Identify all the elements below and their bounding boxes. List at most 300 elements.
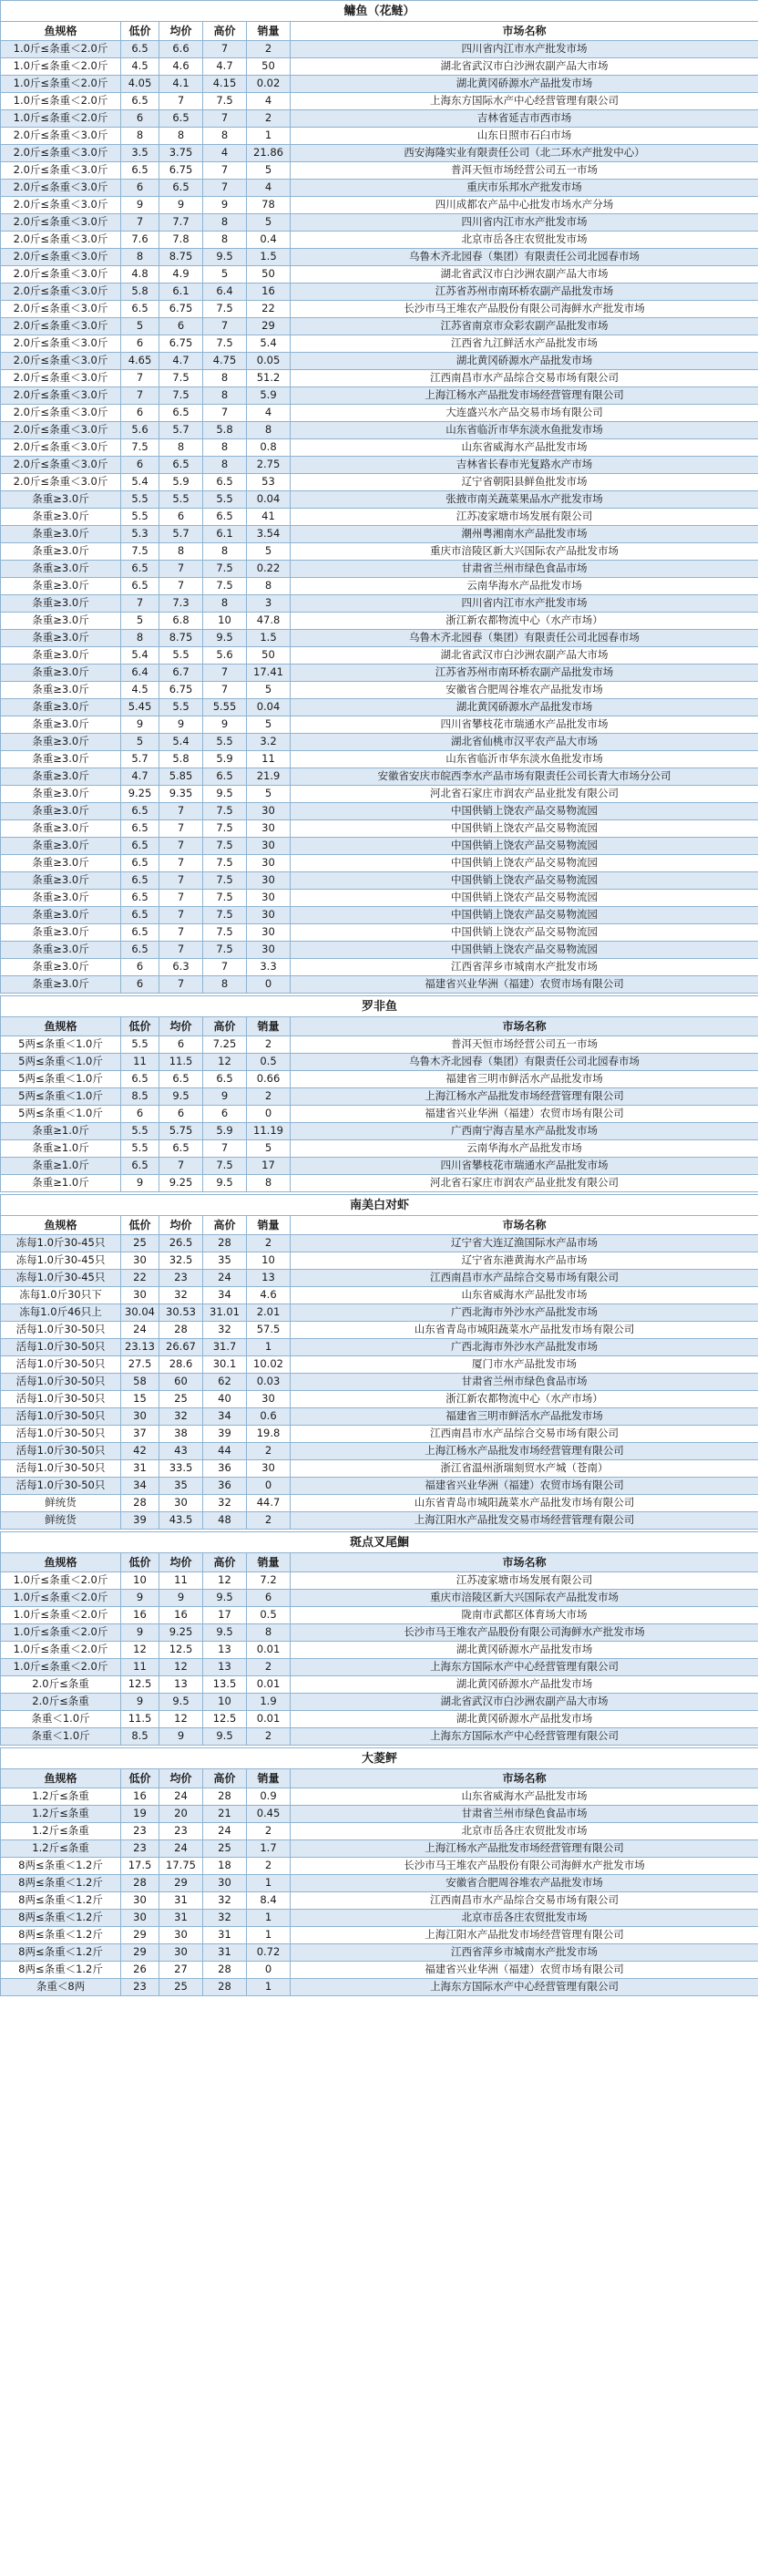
- table-cell: 28: [121, 1495, 159, 1512]
- table-cell: 7.5: [203, 890, 247, 907]
- table-cell: 0: [247, 1106, 291, 1123]
- table-cell: 河北省石家庄市润农产品业批发有限公司: [291, 1175, 758, 1192]
- table-cell: 6.5: [121, 872, 159, 890]
- table-cell: 活每1.0斤30-50只: [1, 1460, 121, 1478]
- table-row: [1, 716, 758, 734]
- table-cell: 41: [247, 509, 291, 526]
- table-row: [1, 1892, 758, 1910]
- table-cell: 25: [203, 1840, 247, 1858]
- table-cell: 条重≥3.0斤: [1, 578, 121, 595]
- table-cell: 32: [159, 1287, 203, 1304]
- table-cell: 20: [159, 1806, 203, 1823]
- table-cell: 6.5: [121, 924, 159, 942]
- table-cell: 5.4: [121, 474, 159, 491]
- table-cell: 9: [159, 716, 203, 734]
- table-cell: 5: [247, 162, 291, 180]
- table-row: [1, 1788, 758, 1806]
- table-cell: 江西南昌市水产品综合交易市场有限公司: [291, 370, 758, 387]
- table-cell: 4.8: [121, 266, 159, 283]
- table-cell: 5.4: [121, 647, 159, 665]
- column-header: 鱼规格: [1, 1017, 121, 1036]
- table-cell: 13: [247, 1270, 291, 1287]
- table-cell: 条重≥3.0斤: [1, 890, 121, 907]
- table-cell: 5: [247, 543, 291, 561]
- table-cell: 四川成都农产品中心批发市场水产分场: [291, 197, 758, 214]
- table-cell: 0.04: [247, 491, 291, 509]
- table-cell: 17.5: [121, 1858, 159, 1875]
- table-cell: 中国供销上饶农产品交易物流园: [291, 890, 758, 907]
- table-cell: 5: [121, 734, 159, 751]
- table-cell: 2.0斤≤条重＜3.0斤: [1, 439, 121, 457]
- table-cell: 1.5: [247, 630, 291, 647]
- table-cell: 16: [121, 1788, 159, 1806]
- table-cell: 中国供销上饶农产品交易物流园: [291, 838, 758, 855]
- table-cell: 7: [159, 93, 203, 110]
- table-cell: 浙江新农都物流中心（水产市场）: [291, 613, 758, 630]
- table-cell: 28: [121, 1875, 159, 1892]
- table-cell: 0.8: [247, 439, 291, 457]
- table-cell: 44: [203, 1443, 247, 1460]
- table-cell: 5.6: [121, 422, 159, 439]
- table-cell: 2.0斤≤条重＜3.0斤: [1, 162, 121, 180]
- table-cell: 湖北省武汉市白沙洲农副产品大市场: [291, 266, 758, 283]
- table-cell: 32: [203, 1495, 247, 1512]
- table-cell: 2.0斤≤条重＜3.0斤: [1, 370, 121, 387]
- table-cell: 2: [247, 1088, 291, 1106]
- table-cell: 1: [247, 128, 291, 145]
- table-cell: 29: [121, 1944, 159, 1962]
- table-cell: 11: [159, 1572, 203, 1590]
- table-row: [1, 1659, 758, 1676]
- table-cell: 44.7: [247, 1495, 291, 1512]
- table-cell: 厦门市水产品批发市场: [291, 1356, 758, 1374]
- table-cell: 7.5: [121, 439, 159, 457]
- table-cell: 7.5: [203, 820, 247, 838]
- table-cell: 广西南宁海吉星水产品批发市场: [291, 1123, 758, 1140]
- table-cell: 4.7: [159, 353, 203, 370]
- table-row: [1, 232, 758, 249]
- table-cell: 23: [159, 1823, 203, 1840]
- table-row: [1, 110, 758, 128]
- table-cell: 11.5: [159, 1054, 203, 1071]
- table-cell: 乌鲁木齐北园春（集团）有限责任公司北园春市场: [291, 1054, 758, 1071]
- table-row: [1, 301, 758, 318]
- table-cell: 5: [203, 266, 247, 283]
- table-cell: 冻每1.0斤46只上: [1, 1304, 121, 1322]
- table-cell: 9.5: [203, 630, 247, 647]
- table-row: [1, 1252, 758, 1270]
- table-cell: 大连盛兴水产品交易市场有限公司: [291, 405, 758, 422]
- table-cell: 鲜统货: [1, 1512, 121, 1530]
- table-cell: 湖北省武汉市白沙洲农副产品大市场: [291, 647, 758, 665]
- table-cell: 78: [247, 197, 291, 214]
- table-row: [1, 786, 758, 803]
- table-cell: 10: [203, 1694, 247, 1711]
- table-cell: 2: [247, 41, 291, 58]
- table-cell: 条重≥3.0斤: [1, 682, 121, 699]
- table-cell: 30: [247, 855, 291, 872]
- table-cell: 5: [247, 1140, 291, 1158]
- table-cell: 0.72: [247, 1944, 291, 1962]
- table-row: [1, 1374, 758, 1391]
- table-cell: 3.2: [247, 734, 291, 751]
- table-cell: 0.5: [247, 1054, 291, 1071]
- table-cell: 7: [159, 838, 203, 855]
- header-row: [1, 1216, 758, 1235]
- table-cell: 8两≤条重＜1.2斤: [1, 1875, 121, 1892]
- table-cell: 0.01: [247, 1642, 291, 1659]
- table-cell: 8: [203, 976, 247, 994]
- table-cell: 8: [121, 249, 159, 266]
- table-cell: 5: [247, 682, 291, 699]
- table-cell: 34: [203, 1408, 247, 1426]
- table-row: [1, 1322, 758, 1339]
- table-cell: 2.0斤≤条重＜3.0斤: [1, 405, 121, 422]
- table-cell: 4: [247, 405, 291, 422]
- table-cell: 6.5: [121, 41, 159, 58]
- table-cell: 6.75: [159, 682, 203, 699]
- table-row: [1, 1391, 758, 1408]
- table-cell: 12: [121, 1642, 159, 1659]
- table-cell: 23: [121, 1840, 159, 1858]
- table-cell: 26: [121, 1962, 159, 1979]
- table-cell: 吉林省长春市光复路水产市场: [291, 457, 758, 474]
- table-cell: 43.5: [159, 1512, 203, 1530]
- table-cell: 6: [159, 318, 203, 335]
- table-cell: 6: [159, 1036, 203, 1054]
- table-cell: 冻每1.0斤30-45只: [1, 1235, 121, 1252]
- table-cell: 5.5: [203, 734, 247, 751]
- table-cell: 条重≥3.0斤: [1, 543, 121, 561]
- table-cell: 1.2斤≤条重: [1, 1840, 121, 1858]
- table-cell: 10: [121, 1572, 159, 1590]
- table-cell: 8: [203, 457, 247, 474]
- table-cell: 8两≤条重＜1.2斤: [1, 1910, 121, 1927]
- table-cell: 30: [247, 1391, 291, 1408]
- table-cell: 16: [247, 283, 291, 301]
- table-cell: 9: [159, 197, 203, 214]
- table-cell: 5.5: [121, 1123, 159, 1140]
- table-cell: 7.5: [203, 335, 247, 353]
- table-cell: 四川省内江市水产批发市场: [291, 595, 758, 613]
- table-cell: 7.5: [203, 872, 247, 890]
- table-cell: 4.5: [121, 58, 159, 76]
- table-cell: 2: [247, 1858, 291, 1875]
- section-title: 南美白对虾: [1, 1195, 758, 1216]
- table-row: [1, 266, 758, 283]
- column-header: 均价: [159, 1769, 203, 1788]
- table-cell: 60: [159, 1374, 203, 1391]
- table-row: [1, 41, 758, 58]
- table-cell: 50: [247, 266, 291, 283]
- table-cell: 条重≥3.0斤: [1, 942, 121, 959]
- table-cell: 重庆市涪陵区新大兴国际农产品批发市场: [291, 1590, 758, 1607]
- table-cell: 1.0斤≤条重＜2.0斤: [1, 1572, 121, 1590]
- table-cell: 2.0斤≤条重＜3.0斤: [1, 145, 121, 162]
- table-row: [1, 180, 758, 197]
- table-cell: 9.5: [203, 249, 247, 266]
- table-cell: 5.5: [159, 491, 203, 509]
- table-cell: 北京市岳各庄农贸批发市场: [291, 1910, 758, 1927]
- section-title: 斑点叉尾鮰: [1, 1532, 758, 1553]
- table-cell: 6.5: [121, 890, 159, 907]
- table-cell: 38: [159, 1426, 203, 1443]
- table-cell: 34: [121, 1478, 159, 1495]
- table-cell: 条重≥3.0斤: [1, 803, 121, 820]
- table-cell: 4.6: [247, 1287, 291, 1304]
- table-row: [1, 890, 758, 907]
- table-row: [1, 1642, 758, 1659]
- table-cell: 条重＜1.0斤: [1, 1711, 121, 1728]
- table-cell: 6.5: [121, 942, 159, 959]
- table-row: [1, 405, 758, 422]
- table-cell: 13: [159, 1676, 203, 1694]
- table-cell: 3.5: [121, 145, 159, 162]
- table-cell: 16: [121, 1607, 159, 1624]
- table-cell: 7.5: [203, 907, 247, 924]
- table-cell: 30: [121, 1287, 159, 1304]
- table-cell: 1: [247, 1927, 291, 1944]
- table-cell: 6: [121, 959, 159, 976]
- table-cell: 长沙市马王堆农产品股份有限公司海鲜水产批发市场: [291, 1858, 758, 1875]
- table-row: [1, 145, 758, 162]
- table-row: [1, 1088, 758, 1106]
- table-cell: 6: [121, 976, 159, 994]
- table-cell: 长沙市马王堆农产品股份有限公司海鲜水产批发市场: [291, 301, 758, 318]
- table-cell: 条重≥1.0斤: [1, 1123, 121, 1140]
- table-cell: 9.5: [203, 786, 247, 803]
- table-cell: 山东日照市石臼市场: [291, 128, 758, 145]
- table-cell: 6.5: [203, 1071, 247, 1088]
- table-cell: 条重≥3.0斤: [1, 751, 121, 768]
- table-cell: 57.5: [247, 1322, 291, 1339]
- table-cell: 条重≥3.0斤: [1, 665, 121, 682]
- table-cell: 50: [247, 58, 291, 76]
- table-cell: 6.5: [121, 162, 159, 180]
- table-cell: 8: [247, 422, 291, 439]
- table-cell: 湖北黄冈硚源水产品批发市场: [291, 1711, 758, 1728]
- table-cell: 3.3: [247, 959, 291, 976]
- table-cell: 12.5: [159, 1642, 203, 1659]
- table-cell: 2.0斤≤条重＜3.0斤: [1, 387, 121, 405]
- table-cell: 0: [247, 1962, 291, 1979]
- section-table: [0, 1747, 758, 1996]
- table-cell: 0.6: [247, 1408, 291, 1426]
- table-cell: 24: [159, 1788, 203, 1806]
- table-cell: 活每1.0斤30-50只: [1, 1374, 121, 1391]
- table-row: [1, 1123, 758, 1140]
- table-cell: 7.5: [203, 838, 247, 855]
- table-cell: 4.65: [121, 353, 159, 370]
- table-row: [1, 976, 758, 994]
- table-cell: 上海江杨水产品批发市场经营管理有限公司: [291, 387, 758, 405]
- table-cell: 6.5: [159, 180, 203, 197]
- column-header: 市场名称: [291, 1216, 758, 1235]
- table-cell: 11: [247, 751, 291, 768]
- table-cell: 11.5: [121, 1711, 159, 1728]
- table-cell: 活每1.0斤30-50只: [1, 1339, 121, 1356]
- table-cell: 活每1.0斤30-50只: [1, 1356, 121, 1374]
- table-cell: 5.6: [203, 647, 247, 665]
- table-cell: 5两≤条重＜1.0斤: [1, 1054, 121, 1071]
- table-cell: 1.2斤≤条重: [1, 1823, 121, 1840]
- table-cell: 7: [159, 890, 203, 907]
- table-cell: 山东省威海水产品批发市场: [291, 1788, 758, 1806]
- table-cell: 13.5: [203, 1676, 247, 1694]
- table-cell: 江西南昌市水产品综合交易市场有限公司: [291, 1892, 758, 1910]
- table-cell: 福建省兴业华洲（福建）农贸市场有限公司: [291, 1478, 758, 1495]
- table-cell: 7: [121, 595, 159, 613]
- table-cell: 条重≥3.0斤: [1, 768, 121, 786]
- table-cell: 山东省临沂市华东淡水鱼批发市场: [291, 422, 758, 439]
- table-cell: 5: [121, 613, 159, 630]
- table-cell: 5.9: [247, 387, 291, 405]
- column-header: 均价: [159, 1216, 203, 1235]
- table-cell: 8: [159, 128, 203, 145]
- table-cell: 中国供销上饶农产品交易物流园: [291, 872, 758, 890]
- table-row: [1, 1235, 758, 1252]
- table-cell: 5.8: [121, 283, 159, 301]
- table-row: [1, 768, 758, 786]
- table-cell: 乌鲁木齐北园春（集团）有限责任公司北园春市场: [291, 630, 758, 647]
- table-row: [1, 491, 758, 509]
- table-cell: 1.0斤≤条重＜2.0斤: [1, 110, 121, 128]
- column-header: 市场名称: [291, 22, 758, 41]
- table-row: [1, 1590, 758, 1607]
- table-cell: 12: [203, 1054, 247, 1071]
- table-cell: 5.7: [159, 422, 203, 439]
- table-cell: 9: [159, 1590, 203, 1607]
- table-cell: 2: [247, 1659, 291, 1676]
- column-header: 低价: [121, 1216, 159, 1235]
- table-cell: 8: [247, 1624, 291, 1642]
- table-cell: 15: [121, 1391, 159, 1408]
- table-cell: 8: [247, 1175, 291, 1192]
- table-cell: 7.6: [121, 232, 159, 249]
- table-cell: 24: [203, 1823, 247, 1840]
- table-cell: 8: [203, 128, 247, 145]
- table-cell: 8: [159, 439, 203, 457]
- table-row: [1, 924, 758, 942]
- table-cell: 24: [121, 1322, 159, 1339]
- table-row: [1, 93, 758, 110]
- table-cell: 2.0斤≤条重＜3.0斤: [1, 353, 121, 370]
- table-cell: 9: [121, 716, 159, 734]
- table-cell: 5: [247, 716, 291, 734]
- table-row: [1, 1711, 758, 1728]
- table-cell: 0: [247, 976, 291, 994]
- table-row: [1, 1270, 758, 1287]
- table-cell: 长沙市马王堆农产品股份有限公司海鲜水产批发市场: [291, 1624, 758, 1642]
- section-title: 大菱鲆: [1, 1748, 758, 1769]
- table-row: [1, 959, 758, 976]
- table-cell: 7: [121, 214, 159, 232]
- table-cell: 条重≥3.0斤: [1, 872, 121, 890]
- section-table: [0, 995, 758, 1192]
- table-cell: 6.6: [159, 41, 203, 58]
- table-cell: 5.45: [121, 699, 159, 716]
- table-row: [1, 1287, 758, 1304]
- table-cell: 1.7: [247, 1840, 291, 1858]
- table-cell: 6.5: [121, 93, 159, 110]
- table-cell: 21.9: [247, 768, 291, 786]
- table-cell: 2: [247, 1235, 291, 1252]
- table-row: [1, 1443, 758, 1460]
- table-cell: 8两≤条重＜1.2斤: [1, 1927, 121, 1944]
- table-cell: 23: [159, 1270, 203, 1287]
- table-cell: 条重≥3.0斤: [1, 716, 121, 734]
- table-cell: 7: [159, 907, 203, 924]
- table-cell: 31: [203, 1927, 247, 1944]
- table-cell: 6.5: [121, 838, 159, 855]
- table-cell: 中国供销上饶农产品交易物流园: [291, 907, 758, 924]
- table-cell: 8两≤条重＜1.2斤: [1, 1962, 121, 1979]
- table-cell: 32: [203, 1322, 247, 1339]
- table-cell: 8: [203, 595, 247, 613]
- table-cell: 8.5: [121, 1088, 159, 1106]
- header-row: [1, 1769, 758, 1788]
- table-cell: 2.0斤≤条重＜3.0斤: [1, 301, 121, 318]
- table-cell: 活每1.0斤30-50只: [1, 1426, 121, 1443]
- table-cell: 上海东方国际水产中心经营管理有限公司: [291, 1728, 758, 1746]
- table-cell: 9.5: [159, 1694, 203, 1711]
- table-cell: 活每1.0斤30-50只: [1, 1391, 121, 1408]
- table-cell: 四川省攀枝花市瑞通水产品批发市场: [291, 716, 758, 734]
- table-cell: 12.5: [203, 1711, 247, 1728]
- table-row: [1, 1728, 758, 1746]
- column-header: 市场名称: [291, 1553, 758, 1572]
- table-cell: 39: [121, 1512, 159, 1530]
- table-cell: 7: [203, 162, 247, 180]
- table-cell: 6: [247, 1590, 291, 1607]
- table-cell: 12.5: [121, 1676, 159, 1694]
- table-cell: 8.5: [121, 1728, 159, 1746]
- table-cell: 5.3: [121, 526, 159, 543]
- table-cell: 6.7: [159, 665, 203, 682]
- table-cell: 6.5: [121, 1071, 159, 1088]
- table-row: [1, 1512, 758, 1530]
- table-cell: 条重＜1.0斤: [1, 1728, 121, 1746]
- table-cell: 福建省兴业华洲（福建）农贸市场有限公司: [291, 976, 758, 994]
- table-cell: 9: [203, 716, 247, 734]
- table-cell: 28: [203, 1235, 247, 1252]
- table-cell: 8.75: [159, 630, 203, 647]
- table-cell: 6: [121, 405, 159, 422]
- table-row: [1, 1175, 758, 1192]
- table-cell: 1: [247, 1910, 291, 1927]
- table-cell: 1.5: [247, 249, 291, 266]
- table-cell: 条重≥3.0斤: [1, 976, 121, 994]
- table-cell: 31.01: [203, 1304, 247, 1322]
- table-cell: 条重＜8两: [1, 1979, 121, 1996]
- table-cell: 陇南市武都区体育场大市场: [291, 1607, 758, 1624]
- table-cell: 30: [159, 1495, 203, 1512]
- table-row: [1, 1339, 758, 1356]
- table-cell: 8: [203, 370, 247, 387]
- table-cell: 2: [247, 1823, 291, 1840]
- table-cell: 6.5: [159, 457, 203, 474]
- header-row: [1, 22, 758, 41]
- table-cell: 条重≥1.0斤: [1, 1140, 121, 1158]
- header-row: [1, 1553, 758, 1572]
- table-cell: 43: [159, 1443, 203, 1460]
- column-header: 销量: [247, 22, 291, 41]
- table-cell: 26.5: [159, 1235, 203, 1252]
- table-cell: 广西北海市外沙水产品批发市场: [291, 1304, 758, 1322]
- table-cell: 2: [247, 1036, 291, 1054]
- table-cell: 张掖市南关蔬菜果品水产批发市场: [291, 491, 758, 509]
- table-cell: 7: [159, 942, 203, 959]
